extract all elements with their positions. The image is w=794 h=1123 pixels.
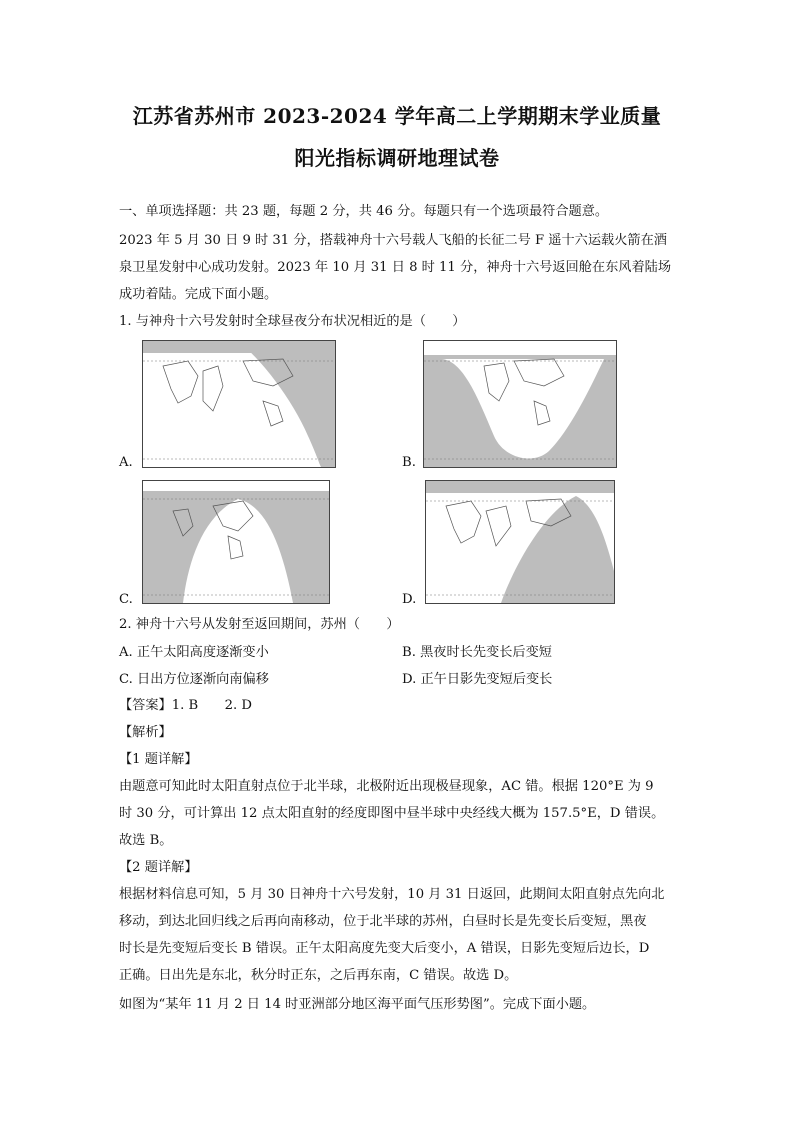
q2-option-b: B. 黑夜时长先变长后变短 bbox=[402, 645, 552, 660]
q2-option-a: A. 正午太阳高度逐渐变小 bbox=[119, 645, 269, 660]
section-heading: 一、单项选择题：共 23 题，每题 2 分，共 46 分。每题只有一个选项最符合题意。 bbox=[119, 204, 609, 219]
map-b-label: B. bbox=[402, 455, 416, 470]
world-map-d-graphic bbox=[426, 481, 614, 603]
q2-option-c: C. 日出方位逐渐向南偏移 bbox=[119, 672, 269, 687]
detail-1-line: 由题意可知此时太阳直射点位于北半球，北极附近出现极昼现象，AC 错。根据 120°E 为 9 bbox=[119, 779, 654, 794]
detail-2-line: 移动，到达北回归线之后再向南移动，位于北半球的苏州，白昼时长是先变长后变短，黑夜 bbox=[119, 914, 647, 929]
map-b bbox=[423, 340, 617, 468]
map-d-label: D. bbox=[402, 592, 417, 607]
question-2: 2. 神舟十六号从发射至返回期间，苏州（ ） bbox=[119, 617, 400, 632]
answer: 【答案】1. B 2. D bbox=[119, 698, 252, 713]
question-1: 1. 与神舟十六号发射时全球昼夜分布状况相近的是（ ） bbox=[119, 314, 466, 329]
detail-1-line: 时 30 分，可计算出 12 点太阳直射的经度即图中昼半球中央经线大概为 157.5°E，D 错误。 bbox=[119, 806, 665, 821]
next-passage: 如图为“某年 11 月 2 日 14 时亚洲部分地区海平面气压形势图”。完成下面小题。 bbox=[119, 997, 596, 1012]
detail-1-heading: 【1 题详解】 bbox=[119, 752, 198, 767]
title-line-1: 江苏省苏州市 2023-2024 学年高二上学期期末学业质量 bbox=[132, 104, 662, 128]
map-a-label: A. bbox=[119, 455, 133, 470]
passage-line: 成功着陆。完成下面小题。 bbox=[119, 287, 278, 302]
detail-2-line: 正确。日出先是东北，秋分时正东，之后再东南，C 错误。故选 D。 bbox=[119, 968, 518, 983]
q2-option-d: D. 正午日影先变短后变长 bbox=[402, 672, 553, 687]
analysis-heading: 【解析】 bbox=[119, 725, 172, 740]
world-map-c-graphic bbox=[143, 481, 329, 603]
map-d bbox=[425, 480, 615, 604]
world-map-b-graphic bbox=[424, 341, 616, 467]
detail-1-line: 故选 B。 bbox=[119, 833, 173, 848]
map-c-label: C. bbox=[119, 592, 133, 607]
map-a bbox=[142, 340, 336, 468]
detail-2-line: 时长是先变短后变长 B 错误。正午太阳高度先变大后变小，A 错误，日影先变短后边长，D bbox=[119, 941, 650, 956]
detail-2-line: 根据材料信息可知，5 月 30 日神舟十六号发射，10 月 31 日返回，此期间太阳直射点先向北 bbox=[119, 887, 665, 902]
title-line-2: 阳光指标调研地理试卷 bbox=[294, 146, 500, 170]
map-c bbox=[142, 480, 330, 604]
detail-2-heading: 【2 题详解】 bbox=[119, 860, 198, 875]
world-map-a-graphic bbox=[143, 341, 335, 467]
passage-line: 泉卫星发射中心成功发射。2023 年 10 月 31 日 8 时 11 分，神舟十六号返回舱在东风着陆场 bbox=[119, 260, 672, 275]
passage-line: 2023 年 5 月 30 日 9 时 31 分，搭载神舟十六号载人飞船的长征二号 F 遥十六运载火箭在酒 bbox=[119, 233, 667, 248]
